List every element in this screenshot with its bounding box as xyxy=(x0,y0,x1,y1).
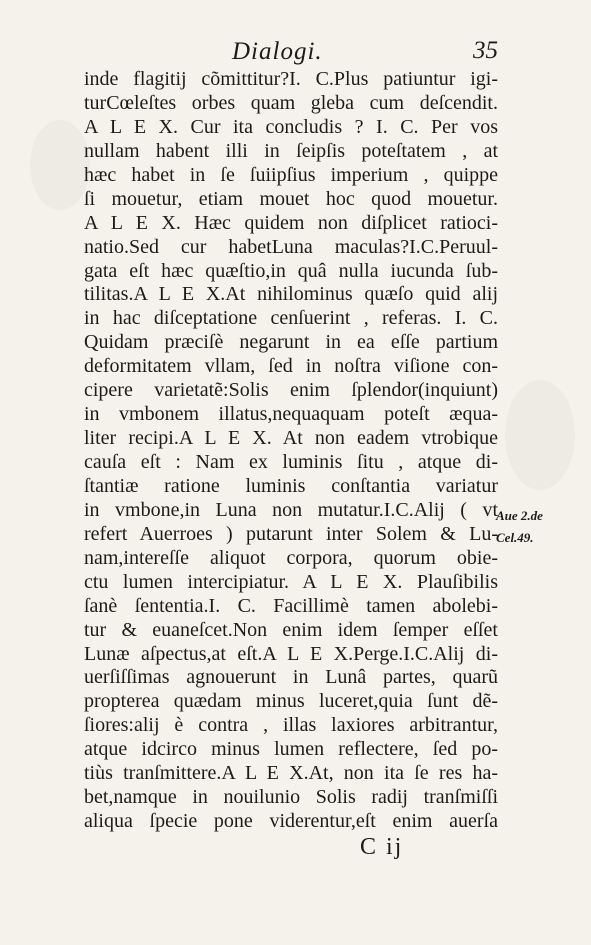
text-line: atque idcirco minus lumen reflectere, ſed po- xyxy=(84,738,498,761)
text-line: nullam habent illi in ſeipſis poteſtatem , at xyxy=(84,139,498,162)
text-line: A L E X. Hæc quidem non diſplicet ratioci- xyxy=(84,211,498,234)
text-line: turCœleſtes orbes quam gleba cum deſcendit. xyxy=(84,91,498,114)
text-line: in vmbone,in Luna non mutatur.I.C.Alij ( vt xyxy=(84,498,498,521)
text-line: cauſa eſt : Nam ex luminis ſitu , atque di- xyxy=(84,451,498,473)
text-line: ſtantiæ ratione luminis conſtantia variatur xyxy=(84,474,498,497)
text-line: Quidam præciſè negarunt in ea eſſe partium xyxy=(84,331,498,354)
text-line: refert Auerroes ) putarunt inter Solem & Lu- xyxy=(84,522,498,545)
text-line: ſi mouetur, etiam mouet hoc quod mouetur. xyxy=(84,187,498,210)
text-line: tilitas.A L E X.At nihilominus quæſo quid alij xyxy=(84,283,498,306)
margin-note: Aue 2.de xyxy=(496,508,543,523)
text-line: ſiores:alij è contra , illas laxiores arbitrantur, xyxy=(84,714,498,737)
text-line: uerſiſſimas agnouerunt in Lunâ partes, quarũ xyxy=(84,666,498,689)
text-line: tiùs tranſmittere.A L E X.At, non ita ſe res ha- xyxy=(84,762,498,785)
text-line: nam,intereſſe aliquot corpora, quorum obie- xyxy=(84,546,498,569)
text-line: ſanè ſententia.I. C. Facillimè tamen abolebi- xyxy=(84,594,498,617)
text-line: liter recipi.A L E X. At non eadem vtrobique xyxy=(84,427,498,450)
text-line: natio.Sed cur habetLuna maculas?I.C.Peruul- xyxy=(84,235,498,258)
text-line: bet,namque in nouilunio Solis radij tranſmiſſi xyxy=(84,786,498,809)
text-line: in vmbonem illatus,nequaquam poteſt æqua- xyxy=(84,403,498,426)
text-line: ctu lumen intercipiatur. A L E X. Plauſibilis xyxy=(84,570,498,593)
text-line: deformitatem vllam, ſed in noſtra viſione con- xyxy=(84,355,498,378)
page-header xyxy=(84,38,498,68)
signature-mark: C ij xyxy=(360,834,404,860)
margin-note: Cel.49. xyxy=(496,530,534,545)
text-line: in hac diſceptatione cenſuerint , referas. I. C. xyxy=(84,307,498,330)
text-line: inde flagitij cõmittitur?I. C.Plus patiuntur igi- xyxy=(84,68,498,90)
text-line: propterea quædam minus luceret,quia ſunt dẽ- xyxy=(84,690,498,713)
text-line: gata eſt hæc quæſtio,in quâ nulla iucunda ſub- xyxy=(84,259,498,282)
page-number: 35 xyxy=(473,37,498,64)
text-line: tur & euaneſcet.Non enim idem ſemper eſſet xyxy=(84,618,498,641)
body-text xyxy=(84,68,498,834)
running-head: Dialogi. xyxy=(232,38,323,65)
text-line: A L E X. Cur ita concludis ? I. C. Per vos xyxy=(84,115,498,138)
text-line: cipere varietatẽ:Solis enim ſplendor(inquiunt) xyxy=(84,379,498,402)
paper-stain xyxy=(30,120,90,210)
text-line: hæc habet in ſe ſuiipſius imperium , quippe xyxy=(84,163,498,186)
text-line: aliqua ſpecie pone viderentur,eſt enim auerſa xyxy=(84,810,498,833)
paper-stain xyxy=(505,380,575,490)
text-line: Lunæ aſpectus,at eſt.A L E X.Perge.I.C.Alij di- xyxy=(84,642,498,665)
